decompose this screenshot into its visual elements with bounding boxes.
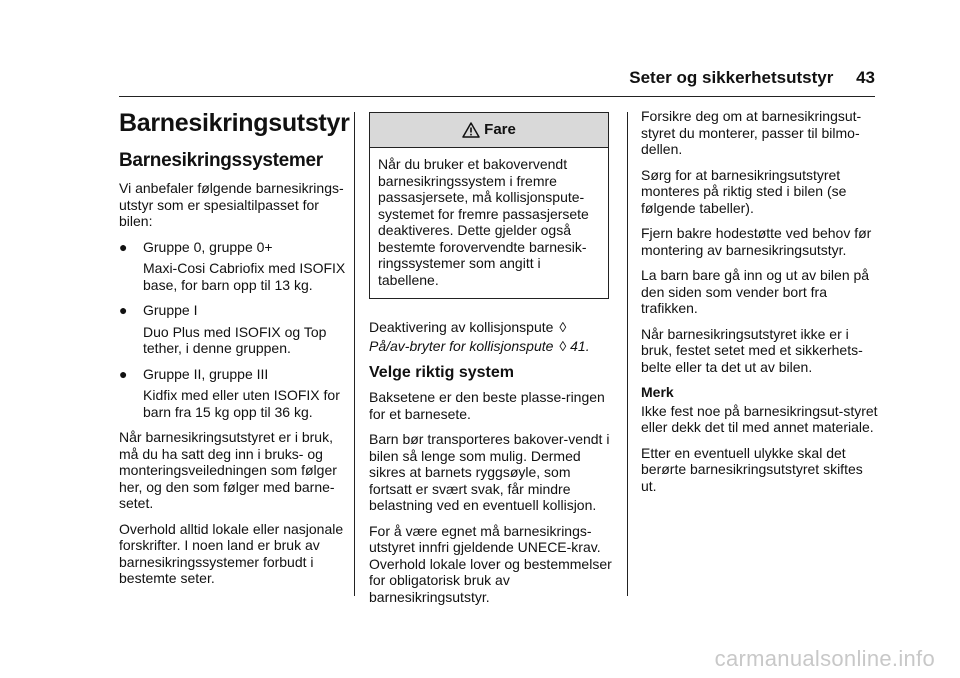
bullet-detail: Maxi-Cosi Cabriofix med ISOFIX base, for barn opp til 13 kg. [143,260,346,293]
bullet-label: Gruppe 0, gruppe 0+ [143,238,273,255]
cross-reference-text: På/av-bryter for kollisjonspute [369,337,554,354]
bullet-marker: ● [119,365,128,382]
deactivation-line [369,319,613,336]
running-header [600,68,875,92]
paragraph: La barn bare gå inn og ut av bilen på den siden som vender bort fra trafikken. [641,267,870,316]
bullet-label: Gruppe II, gruppe III [143,365,269,382]
cross-reference-page: 41. [570,337,590,354]
warning-text: Når du bruker et bakovervendt barnesikringssystem i fremre passasjersete, må kollisjonspute-systemet for fremre passasjersete deaktiveres. Dette gjelder også bestemte forovervendte barnesik-ringssystemer som angitt i tabellene. [378,156,589,288]
note-title: Merk [641,384,674,400]
section-title: Barnesikringsutstyr [119,109,350,137]
bullet-detail: Kidfix med eller uten ISOFIX for barn fra 15 kg opp til 36 kg. [143,387,340,420]
paragraph: Sørg for at barnesikringsutstyret monteres på riktig sted i bilen (se følgende tabeller). [641,166,847,216]
note-text: Ikke fest noe på barnesikringsut-styret eller dekk det til med annet materiale. [641,402,878,435]
subsection-title: Barnesikringssystemer [119,150,323,171]
bullet-detail: Duo Plus med ISOFIX og Top tether, i denne gruppen. [143,323,327,356]
cross-reference-icon: ◊ [559,319,567,335]
column-2 [369,108,613,614]
paragraph: Fjern bakre hodestøtte ved behov før montering av barnesikringsutstyr. [641,225,872,258]
warning-triangle-icon [462,122,480,138]
paragraph: Forsikre deg om at barnesikringsut-styret du monterer, passer til bilmo-dellen. [641,108,862,157]
deactivation-text: Deaktivering av kollisjonspute [369,319,554,335]
warning-title: Fare [484,120,516,138]
page-number: 43 [856,68,875,87]
bullet-item [119,302,355,319]
column-3 [641,108,881,503]
bullet-marker: ● [119,238,128,255]
column-1 [119,108,355,596]
warning-header [370,113,608,148]
paragraph: Når barnesikringsutstyret ikke er i bruk, festet setet med et sikkerhets-belte eller ta det ut av bilen. [641,325,863,375]
bullet-label: Gruppe I [143,302,198,318]
column-divider-2 [627,112,628,596]
paragraph: Baksetene er den beste plasse-ringen for et barnesete. [369,389,605,422]
paragraph: For å være egnet må barnesikrings-utstyret innfri gjeldende UNECE-krav. Overhold lokale lover og bestemmelser for obligatorisk bruk av barnesikringsutstyr. [369,522,612,605]
bullet-item [119,239,355,256]
paragraph: Etter en eventuell ulykke skal det berørte barnesikringsutstyret skiftes ut. [641,444,863,494]
header-rule [119,96,875,97]
header-title: Seter og sikkerhetsutstyr [629,68,834,87]
watermark: carmanualsonline.info [714,646,935,671]
paragraph: Barn bør transporteres bakover-vendt i bilen så lenge som mulig. Dermed sikres at barnets ryggsøyle, som fortsatt er svært svak, får mindre belastning ved en eventuell kollisjon. [369,431,610,513]
bullet-marker: ● [119,302,128,318]
regulations-paragraph: Overhold alltid lokale eller nasjonale forskrifter. I noen land er bruk av barnesikringssystemer forbudt i bestemte seter. [119,520,344,586]
intro-paragraph: Vi anbefaler følgende barnesikrings-utstyr som er spesialtilpasset for bilen: [119,180,344,229]
cross-reference-link[interactable] [369,338,613,355]
cross-reference-icon: ◊ [559,337,567,354]
subsection-heading: Velge riktig system [369,364,514,381]
usage-paragraph: Når barnesikringsutstyret er i bruk, må du ha satt deg inn i bruks- og monteringsveiledningen som følger her, og den som følger med barne-setet. [119,429,337,511]
bullet-item [119,366,355,383]
warning-box [369,112,609,299]
